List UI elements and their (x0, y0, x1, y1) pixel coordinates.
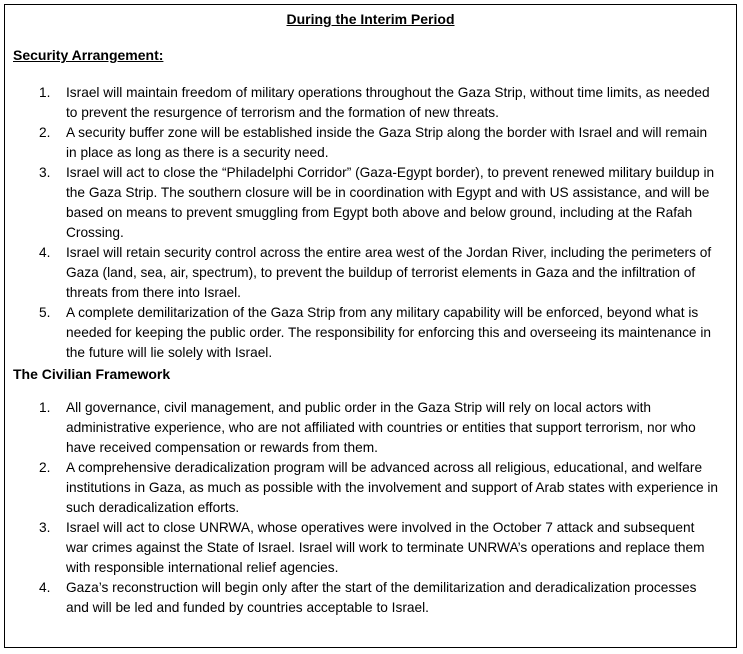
list-item (13, 458, 728, 518)
list-number: 2. (39, 125, 51, 140)
list-number: 4. (39, 245, 51, 260)
list-item (13, 398, 728, 458)
security-list (13, 83, 728, 363)
list-item-text: Israel will act to close UNRWA, whose operatives were involved in the October 7 attack and subsequent war crimes against the State of Israel. Israel will work to terminate UNRWA’s operations and replace them with responsible international relief agencies. (66, 520, 705, 575)
list-item-text: Israel will maintain freedom of military operations throughout the Gaza Strip, without time limits, as needed to prevent the resurgence of terrorism and the formation of new threats. (66, 85, 710, 120)
list-item-text: Israel will retain security control across the entire area west of the Jordan River, including the perimeters of Gaza (land, sea, air, spectrum), to prevent the buildup of terrorist elements in Gaza and the infiltration of threats from there into Israel. (66, 245, 712, 300)
list-item (13, 303, 728, 363)
list-item (13, 123, 728, 163)
civilian-list (13, 398, 728, 618)
list-item-text: A security buffer zone will be established inside the Gaza Strip along the border with Israel and will remain in place as long as there is a security need. (66, 125, 708, 160)
list-item (13, 578, 728, 618)
list-item-text: Israel will act to close the “Philadelphi Corridor” (Gaza-Egypt border), to prevent renewed military buildup in the Gaza Strip. The southern closure will be in coordination with Egypt and with US assistance, and will be based on means to prevent smuggling from Egypt both above and below ground, including at the Rafah Crossing. (66, 165, 715, 240)
list-number: 4. (39, 580, 51, 595)
list-number: 1. (39, 400, 51, 415)
list-item-text: A complete demilitarization of the Gaza Strip from any military capability will be enforced, beyond what is needed for keeping the public order. The responsibility for enforcing this and overseeing its maintenance in the future will lie solely with Israel. (66, 305, 711, 360)
list-item (13, 518, 728, 578)
list-item-text: All governance, civil management, and public order in the Gaza Strip will rely on local actors with administrative experience, who are not affiliated with countries or entities that support terrorism, nor who have received compensation or rewards from them. (66, 400, 696, 455)
document-title: During the Interim Period (286, 11, 455, 27)
section-heading-security: Security Arrangement: (13, 47, 164, 63)
list-number: 1. (39, 85, 51, 100)
list-item (13, 243, 728, 303)
list-number: 2. (39, 460, 51, 475)
list-item (13, 163, 728, 243)
section-heading-civilian: The Civilian Framework (13, 366, 171, 382)
list-item-text: A comprehensive deradicalization program will be advanced across all religious, educational, and welfare institutions in Gaza, as much as possible with the involvement and support of Arab states with experience in such deradicalization efforts. (66, 460, 719, 515)
list-number: 5. (39, 305, 51, 320)
list-item-text: Gaza’s reconstruction will begin only after the start of the demilitarization and deradicalization processes and will be led and funded by countries acceptable to Israel. (66, 580, 697, 615)
list-number: 3. (39, 165, 51, 180)
list-item (13, 83, 728, 123)
list-number: 3. (39, 520, 51, 535)
document-frame (4, 4, 737, 648)
